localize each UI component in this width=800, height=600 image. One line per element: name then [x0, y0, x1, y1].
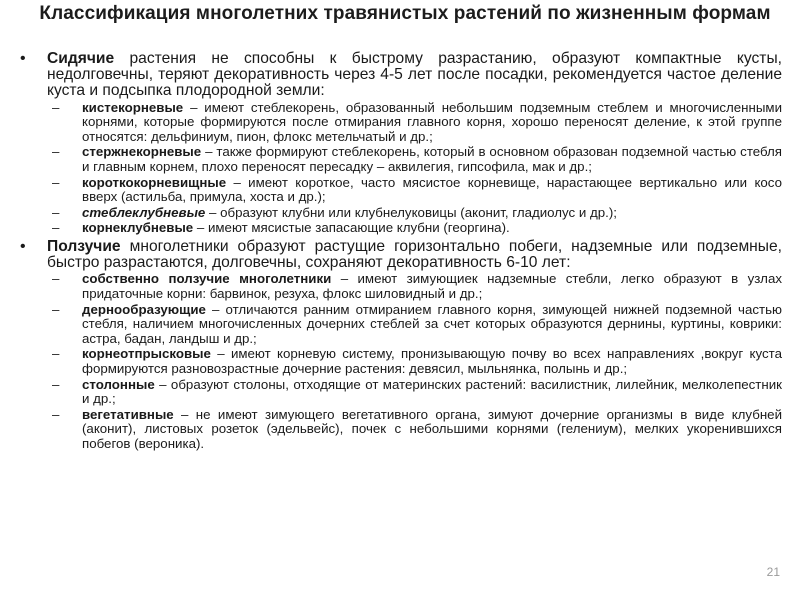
list-item	[10, 221, 782, 236]
item-term: дернообразующие	[82, 301, 206, 317]
section-text: многолетники образуют растущие горизонтально побеги, надземные или подземные, быстро разрастаются, долговечны, сохраняют декоративность 6-10 лет:	[47, 237, 782, 272]
section-text: растения не способны к быстрому разрастанию, образуют компактные кусты, недолговечны, теряют декоративность через 4-5 лет после посадки, рекомендуется частое деление куста и подсыпка плодородной земли:	[47, 50, 782, 100]
list-item	[10, 176, 782, 205]
section-sitting	[10, 51, 782, 100]
list-item	[10, 408, 782, 452]
dash-bullet-icon: –	[52, 220, 60, 236]
dash-bullet-icon: –	[52, 144, 60, 160]
dash-bullet-icon: –	[52, 406, 60, 422]
item-text: – образуют клубни или клубнелуковицы (аконит, гладиолус и др.);	[205, 204, 617, 220]
item-text: – имеют зимующиек надземные стебли, легко образуют в узлах придаточные корни: барвинок, резуха, флокс шиловидный и др.;	[82, 271, 782, 301]
item-term: корнеотпрысковые	[82, 346, 211, 362]
slide-content	[10, 51, 782, 452]
dash-bullet-icon: –	[52, 174, 60, 190]
item-text: – не имеют зимующего вегетативного органа, зимуют дочерние организмы в виде клубней (аконит), листовых розеток (эдельвейс), почек с небольшими корнями (гелениум), мелких укоренившихся побегов (вероника).	[82, 406, 782, 451]
item-text: – имеют стеблекорень, образованный небольшим подземным стеблем и многочисленными корнями, которые формируются после отмирания главного корня, хорошо переносят деление, к этой группе относятся: дельфиниум, пион, флокс метельчатый и др.;	[82, 99, 782, 144]
list-item	[10, 347, 782, 376]
dash-bullet-icon: –	[52, 99, 60, 115]
item-text: – также формируют стеблекорень, который в основном образован подземной частью стебля и главным корнем, плохо переносят пересадку – аквилегия, гипсофила, мак и др.;	[82, 144, 782, 174]
list-item	[10, 272, 782, 301]
item-term: короткокорневищные	[82, 174, 227, 190]
dash-bullet-icon: –	[52, 301, 60, 317]
page-number: 21	[766, 565, 780, 579]
dash-bullet-icon: –	[52, 271, 60, 287]
list-item	[10, 378, 782, 407]
section-creeping	[10, 239, 782, 271]
list-item	[10, 101, 782, 145]
item-term: собственно ползучие многолетники	[82, 271, 332, 287]
item-text: – отличаются ранним отмиранием главного корня, зимующей нижней подземной частью стебля, наличием многочисленных дочерних стеблей за счет которых образуются дернины, куртины, коврики: астра, бадан, ландыш и др.;	[82, 301, 782, 346]
item-term: вегетативные	[82, 406, 174, 422]
slide-title: Классификация многолетних травянистых растений по жизненным формам	[39, 3, 771, 24]
bullet-dot-icon: •	[20, 237, 26, 255]
section-term: Ползучие	[47, 237, 121, 255]
item-term: столонные	[82, 376, 155, 392]
item-term: стеблеклубневые	[82, 204, 206, 220]
item-text: – образуют столоны, отходящие от материнских растений: василистник, лилейник, мелколепестник и др.;	[82, 376, 782, 407]
list-item	[10, 206, 782, 221]
item-term: кистекорневые	[82, 99, 184, 115]
item-term: стержнекорневые	[82, 144, 202, 160]
item-text: – имеют корневую систему, пронизывающую почву во всех направлениях ,вокруг куста формируются разновозрастные дочерние растения: девясил, мыльнянка, полынь и др.;	[82, 346, 782, 376]
section-term: Сидячие	[47, 50, 115, 67]
dash-bullet-icon: –	[52, 204, 60, 220]
dash-bullet-icon: –	[52, 346, 60, 362]
item-text: – имеют мясистые запасающие клубни (георгина).	[193, 220, 510, 236]
item-term: корнеклубневые	[82, 220, 194, 236]
list-item	[10, 145, 782, 174]
item-text: – имеют короткое, часто мясистое корневище, нарастающее вертикально или косо вверх (астильба, примула, хоста и др.);	[82, 174, 782, 205]
list-item	[10, 303, 782, 347]
bullet-dot-icon: •	[20, 50, 26, 67]
dash-bullet-icon: –	[52, 376, 60, 392]
